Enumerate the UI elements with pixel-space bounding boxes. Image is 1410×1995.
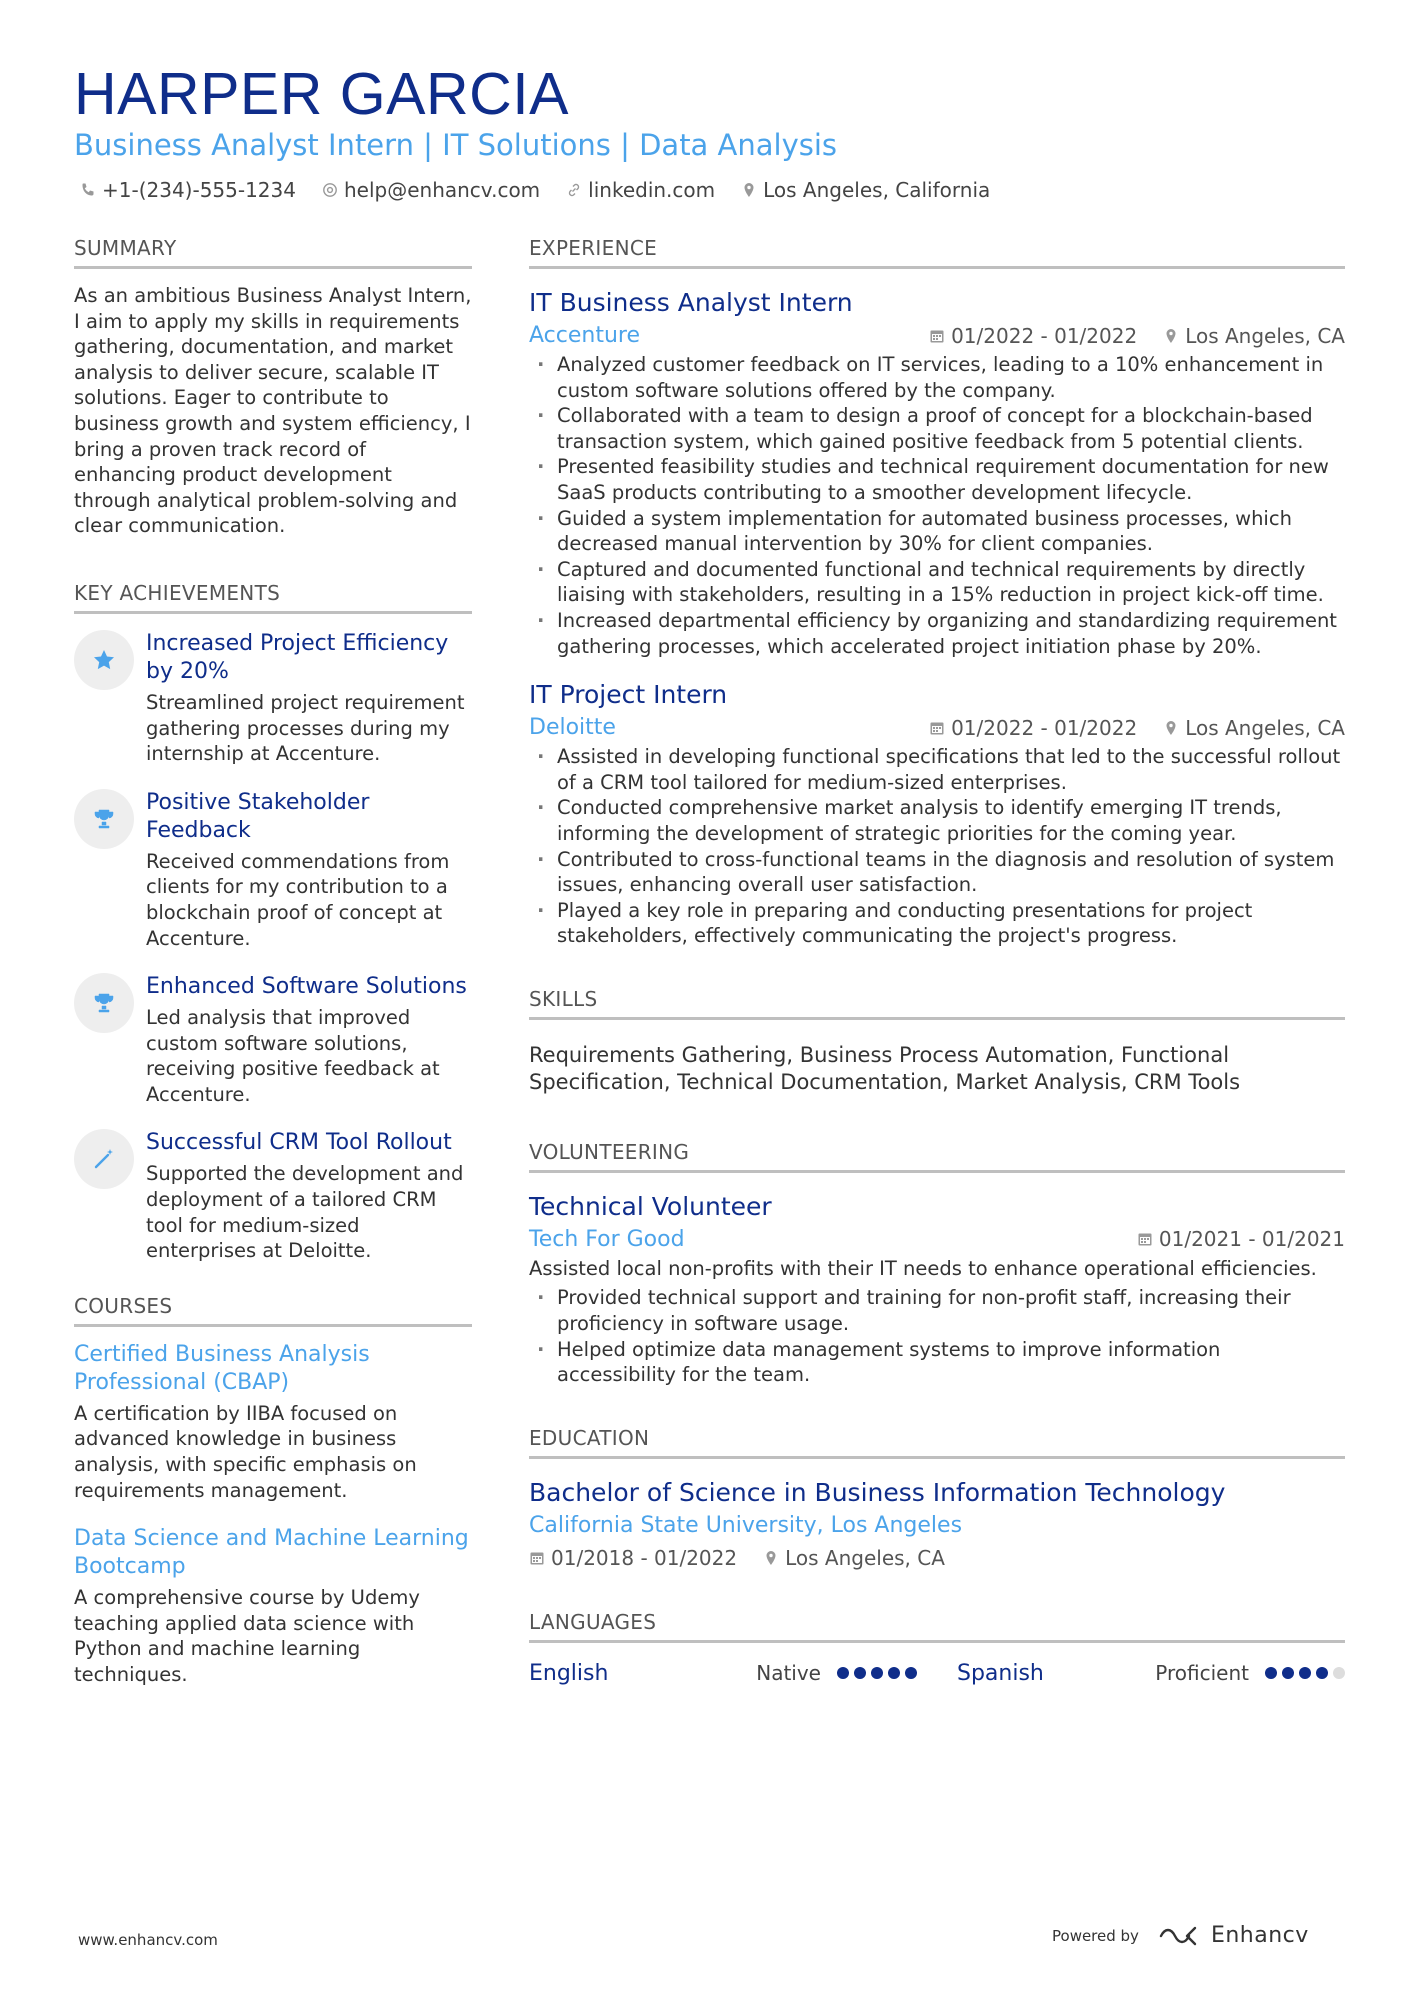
job-location: Los Angeles, CA [1185,323,1345,348]
job-title: IT Project Intern [529,680,728,710]
language-item [529,1661,917,1686]
calendar-icon [1137,1231,1153,1247]
course-text: A certification by IIBA focused on advanced knowledge in business analysis, with specific emphasis on requirements management. [74,1401,417,1502]
bullet-item: · Assisted in developing functional specifications that led to the successful rollout of a CRM tool tailored for medium-sized enterprises. [529,744,1345,795]
trophy-icon [92,807,116,831]
job-bullets [529,744,1345,949]
bullet-item: · Captured and documented functional and technical requirements by directly liaising with stakeholders, resulting in a 15% reduction in project kick-off time. [529,557,1345,608]
location-pin-icon [763,1550,779,1566]
bullet-item: · Helped optimize data management systems to improve information accessibility for the team. [529,1337,1345,1388]
footer-website[interactable]: www.enhancv.com [78,1931,218,1949]
magic-wand-icon [92,1147,116,1171]
education-dates: 01/2018 - 01/2022 [551,1545,738,1570]
language-name: Spanish [957,1660,1044,1686]
footer-branding [1052,1923,1309,1948]
proficiency-dot-filled [1316,1667,1328,1679]
calendar-icon [929,720,945,736]
link-icon [566,182,582,198]
job-title: IT Business Analyst Intern [529,288,853,317]
achievement-item [74,973,472,1107]
achievement-item [74,630,472,767]
summary-heading: SUMMARY [74,236,472,269]
volunteer-description: Assisted local non-profits with their IT needs to enhance operational efficiencies. [529,1256,1317,1280]
candidate-name: HARPER GARCIA [74,61,569,127]
left-column [74,236,472,1688]
calendar-icon [529,1550,545,1566]
language-level: Proficient [1155,1661,1249,1686]
achievement-title: Enhanced Software Solutions [146,974,467,1000]
brand-name: Enhancv [1210,1923,1309,1948]
language-item [957,1661,1345,1686]
trophy-icon [92,991,116,1015]
languages-list [529,1661,1345,1686]
job-dates: 01/2022 - 01/2022 [951,715,1138,740]
volunteer-role: Technical Volunteer [529,1191,772,1221]
contact-linkedin[interactable] [566,178,715,202]
company-name: Accenture [529,323,640,348]
bullet-item: · Played a key role in preparing and conducting presentations for project stakeholders, effectively communicating the project's progress. [529,898,1345,949]
job-entry [529,679,1345,949]
at-icon [322,182,338,198]
location-pin-icon [1163,720,1179,736]
achievement-text: Supported the development and deployment of a tailored CRM tool for medium-sized enterprises at Deloitte. [146,1162,464,1263]
achievement-title: Successful CRM Tool Rollout [146,1130,452,1156]
skills-heading: SKILLS [529,987,1345,1020]
experience-heading: EXPERIENCE [529,236,1345,269]
brand-logo [1157,1923,1309,1948]
proficiency-dot-filled [871,1667,883,1679]
achievement-title: Increased Project Efficiency by 20% [146,630,449,684]
achievement-text: Streamlined project requirement gathering processes during my internship at Accenture. [146,690,465,766]
course-title: Data Science and Machine Learning Bootcamp [74,1526,469,1580]
achievement-text: Led analysis that improved custom software solutions, receiving positive feedback at Accenture. [146,1006,440,1106]
achievement-title: Positive Stakeholder Feedback [146,789,370,843]
proficiency-dot-filled [905,1667,917,1679]
proficiency-dots [1265,1667,1345,1679]
location-pin-icon [1163,328,1179,344]
volunteering-heading: VOLUNTEERING [529,1140,1345,1173]
school-name: California State University, Los Angeles [529,1512,963,1538]
contact-email-text: help@enhancv.com [343,178,541,202]
course-item [74,1525,472,1687]
proficiency-dot-filled [837,1667,849,1679]
bullet-item: · Presented feasibility studies and technical requirement documentation for new SaaS products contributing to a smoother development lifecycle. [529,454,1345,505]
candidate-headline: Business Analyst Intern | IT Solutions | Data Analysis [74,128,838,162]
education-heading: EDUCATION [529,1426,1345,1459]
course-item [74,1341,472,1503]
proficiency-dot-filled [888,1667,900,1679]
achievement-text: Received commendations from clients for my contribution to a blockchain proof of concept at Accenture. [146,849,450,950]
education-entry [529,1477,1345,1570]
education-location: Los Angeles, CA [785,1545,945,1570]
proficiency-dot-filled [1265,1667,1277,1679]
skills-text: Requirements Gathering, Business Process Automation, Functional Specification, Technical Documentation, Market Analysis, CRM Tools [529,1042,1241,1094]
proficiency-dot-filled [1299,1667,1311,1679]
language-name: English [529,1660,609,1686]
achievement-item [74,1129,472,1263]
contact-linkedin-text: linkedin.com [588,178,716,202]
job-bullets [529,352,1345,659]
contact-phone-text: +1-(234)-555-1234 [102,178,296,202]
contact-location [741,178,990,202]
star-icon [92,648,116,672]
volunteer-org: Tech For Good [529,1226,685,1252]
enhancv-logo-icon [1157,1924,1203,1948]
bullet-item: · Collaborated with a team to design a proof of concept for a blockchain-based transaction system, which gained positive feedback from 5 potential clients. [529,403,1345,454]
powered-by-label: Powered by [1052,1926,1139,1945]
proficiency-dots [837,1667,917,1679]
summary-text: As an ambitious Business Analyst Intern, I aim to apply my skills in requirements gathering, documentation, and market analysis to deliver secure, scalable IT solutions. Eager to contribute to business growth and system efficiency, I bring a proven track record of enhancing product development through analytical problem-solving and clear communication. [74,284,472,538]
right-column [529,236,1345,1686]
bullet-item: · Contributed to cross-functional teams in the diagnosis and resolution of system issues, enhancing overall user satisfaction. [529,847,1345,898]
courses-heading: COURSES [74,1294,472,1327]
achievements-list [74,630,472,1264]
contact-location-text: Los Angeles, California [763,178,991,202]
job-dates: 01/2022 - 01/2022 [951,323,1138,348]
bullet-item: · Increased departmental efficiency by organizing and standardizing requirement gathering processes, which accelerated project initiation phase by 20%. [529,608,1345,659]
company-name: Deloitte [529,715,616,741]
calendar-icon [929,328,945,344]
bullet-item: · Guided a system implementation for automated business processes, which decreased manual intervention by 30% for client companies. [529,506,1345,557]
contact-email[interactable] [322,178,540,202]
degree-title: Bachelor of Science in Business Information Technology [529,1477,1226,1507]
volunteer-bullets [529,1285,1345,1387]
location-pin-icon [741,182,757,198]
course-title: Certified Business Analysis Professional (CBAP) [74,1341,370,1395]
proficiency-dot-filled [1282,1667,1294,1679]
course-text: A comprehensive course by Udemy teaching applied data science with Python and machine learning techniques. [74,1586,420,1686]
contact-bar [80,178,990,202]
achievement-item [74,789,472,951]
job-entry [529,287,1345,659]
volunteer-dates: 01/2021 - 01/2021 [1158,1227,1345,1252]
bullet-item: · Analyzed customer feedback on IT services, leading to a 10% enhancement in custom software solutions offered by the company. [529,352,1345,403]
proficiency-dot-empty [1333,1667,1345,1679]
phone-icon [80,182,96,198]
contact-phone [80,178,296,202]
bullet-item: · Provided technical support and training for non-profit staff, increasing their proficiency in software usage. [529,1285,1345,1336]
job-location: Los Angeles, CA [1185,715,1345,740]
bullet-item: · Conducted comprehensive market analysis to identify emerging IT trends, informing the development of strategic priorities for the coming year. [529,795,1345,846]
volunteer-entry [529,1191,1345,1388]
achievements-heading: KEY ACHIEVEMENTS [74,581,472,614]
proficiency-dot-filled [854,1667,866,1679]
languages-heading: LANGUAGES [529,1610,1345,1643]
language-level: Native [756,1661,821,1686]
